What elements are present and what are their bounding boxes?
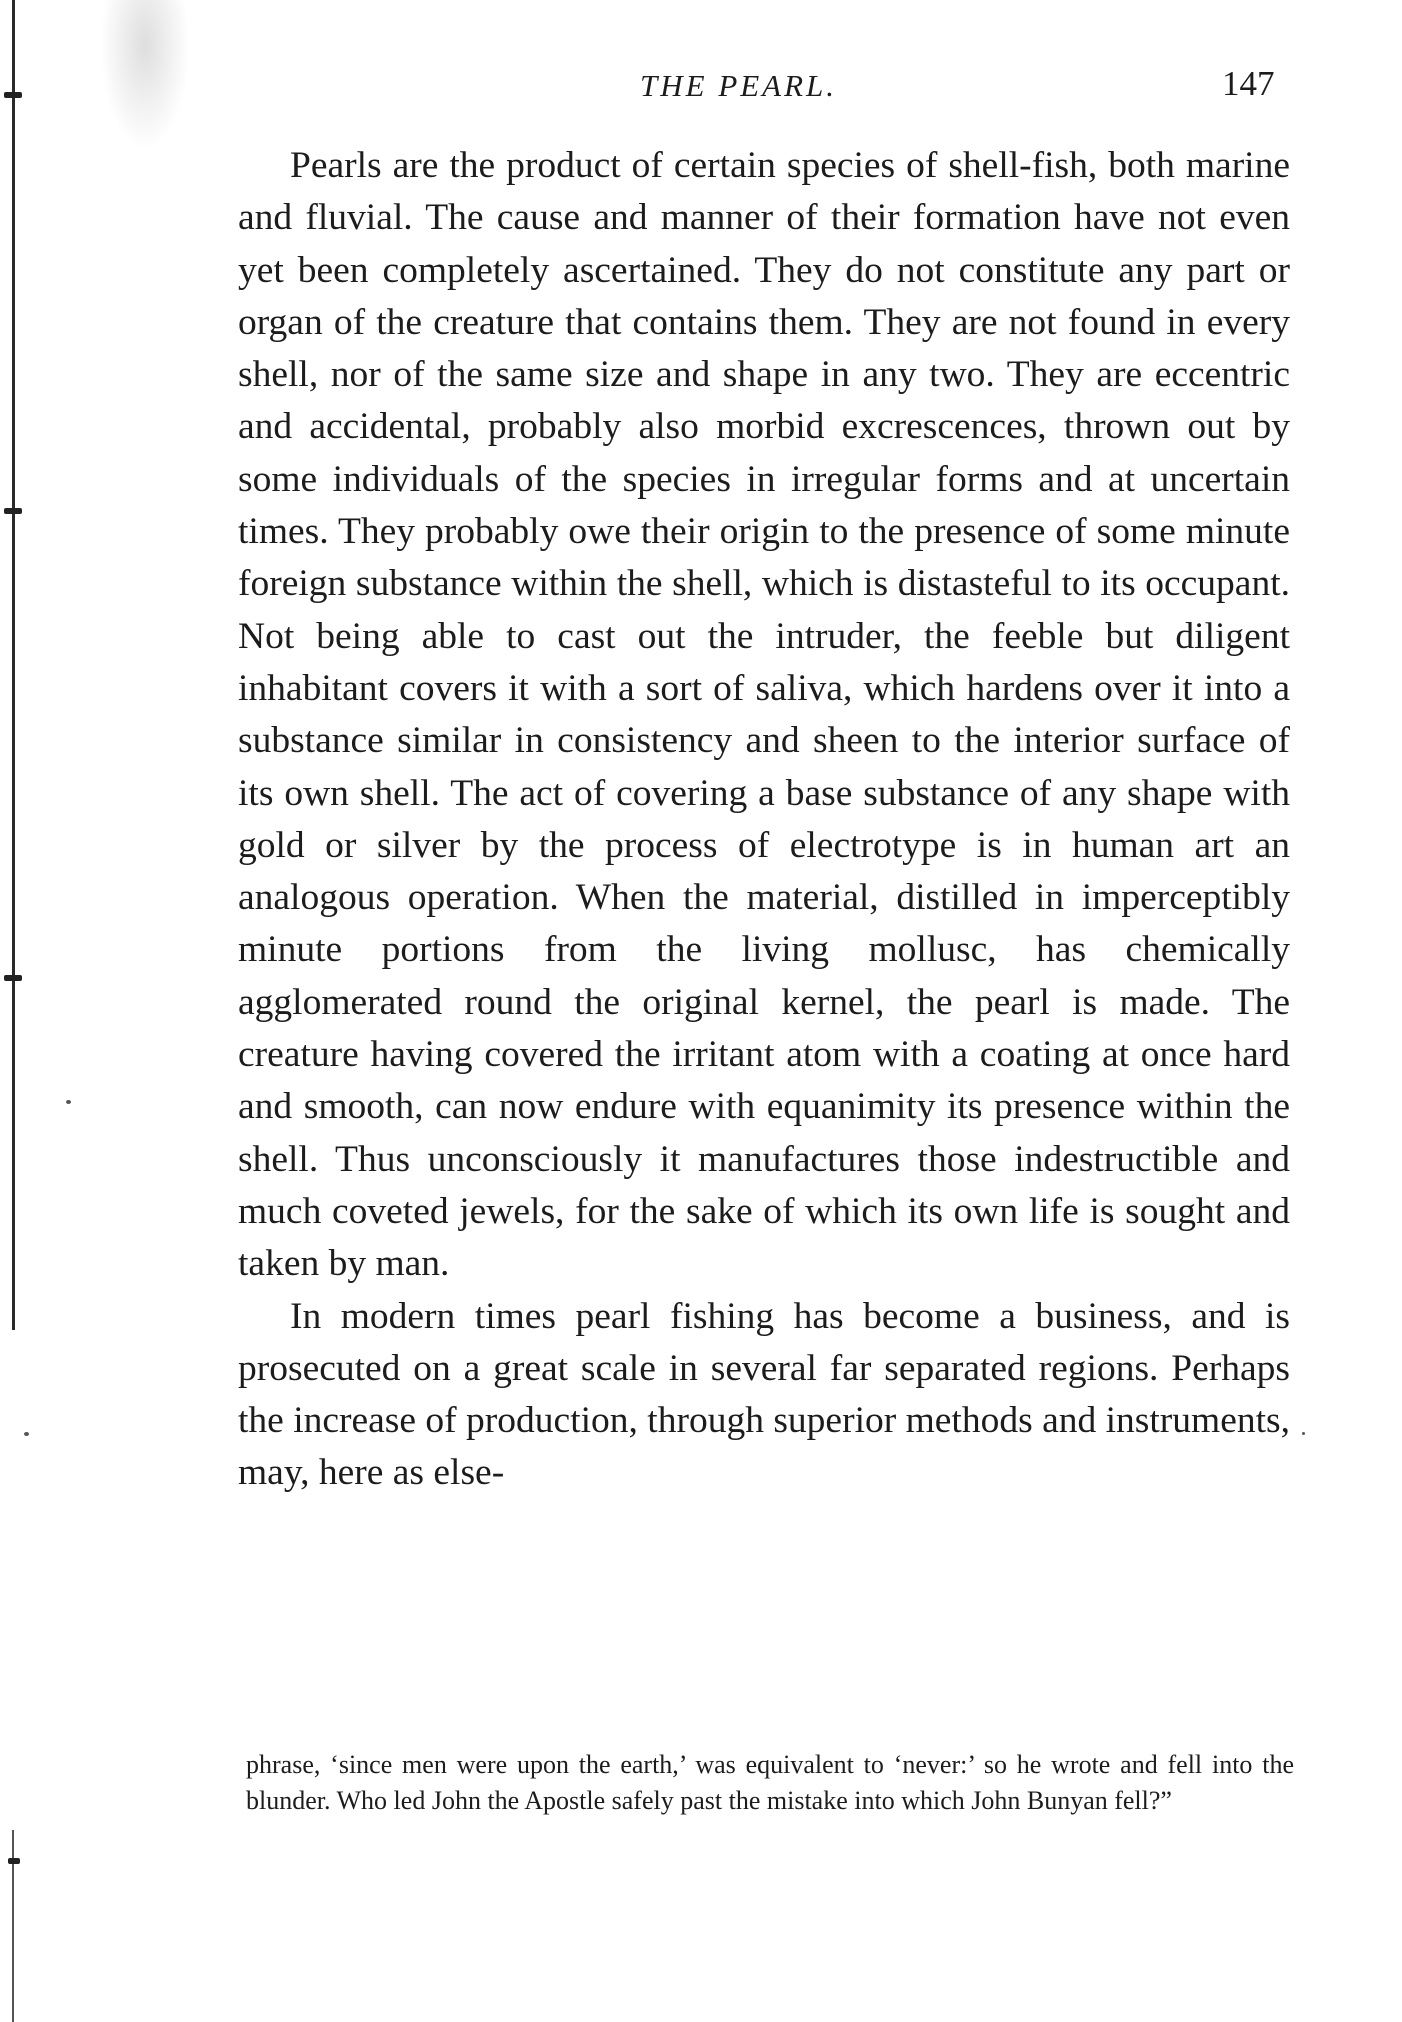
ink-speck <box>66 1100 71 1104</box>
ink-speck <box>1302 1432 1305 1435</box>
body-text <box>238 140 1290 1500</box>
paragraph: In modern times pearl fishing has become a business, and is prosecuted on a great scale in several far separated regions. Perhaps the increase of production, through superior methods and instruments, may, here as else- <box>238 1295 1290 1494</box>
binding-edge-line <box>12 0 15 1330</box>
footnote-text: phrase, ‘since men were upon the earth,’ was equivalent to ‘never:’ so he wrote and fell into the blunder. Who led John the Apostle safely past the mistake into which John Bunyan fell?” <box>246 1750 1294 1815</box>
paragraph: Pearls are the product of certain species of shell-fish, both marine and fluvial. The cause and manner of their formation have not even yet been completely ascertained. They do not constitute any part or organ of the creature that contains them. They are not found in every shell, nor of the same size and shape in any two. They are eccentric and accidental, probably also morbid excrescences, thrown out by some individuals of the species in irregular forms and at uncertain times. They probably owe their origin to the presence of some minute foreign substance within the shell, which is distasteful to its occupant. Not being able to cast out the intruder, the feeble but diligent inhabitant covers it with a sort of saliva, which hardens over it into a substance similar in consistency and sheen to the interior surface of its own shell. The act of covering a base substance of any shape with gold or silver by the process of electrotype is in human art an analogous operation. When the material, distilled in imperceptibly minute portions from the living mollusc, has chemically agglomerated round the original kernel, the pearl is made. The creature having covered the irritant atom with a coating at once hard and smooth, can now endure with equanimity its presence within the shell. Thus unconsciously it manufactures those indestructible and much coveted jewels, for the sake of which its own life is sought and taken by man. <box>238 145 1290 1285</box>
binding-tick <box>8 1858 20 1864</box>
ink-speck <box>24 1432 29 1436</box>
footnote <box>246 1747 1294 1819</box>
running-title: THE PEARL. <box>640 68 838 103</box>
running-head <box>0 62 1402 112</box>
binding-tick <box>4 508 22 514</box>
page-number: 147 <box>1222 64 1275 103</box>
binding-tick <box>4 975 22 981</box>
